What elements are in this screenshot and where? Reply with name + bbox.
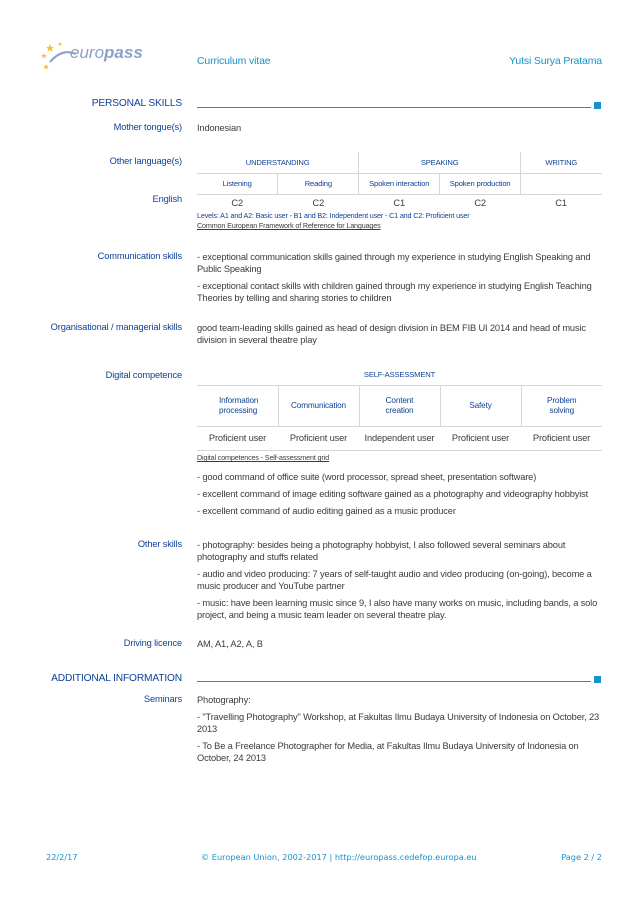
- reading-header: Reading: [278, 173, 359, 194]
- level-reading: C2: [278, 194, 359, 211]
- logo-text-euro: euro: [70, 43, 105, 62]
- writing-header: WRITING: [521, 152, 602, 173]
- personal-skills-marker: [594, 102, 601, 109]
- organisational-skills-text: good team-leading skills gained as head of design division in BEM FIB UI 2014 and head of music division in several theatre play: [197, 323, 586, 345]
- digital-item: - good command of office suite (word processor, spread sheet, presentation software): [197, 472, 537, 482]
- seminars-text: [197, 694, 602, 769]
- communication-skills-text: [197, 251, 602, 309]
- seminar-item: - "Travelling Photography" Workshop, at Fakultas Ilmu Budaya University of Indonesia on October, 23 2013: [197, 712, 600, 734]
- digital-competence-text: [197, 471, 602, 522]
- candidate-name: Yutsi Surya Pratama: [509, 55, 602, 67]
- other-skills-label: Other skills: [137, 539, 182, 549]
- level-writing: C1: [521, 194, 602, 211]
- other-skill-item: - music: have been learning music since 9, I also have many works on music, including bands, a solo project, and being a music team leader on several theatre play.: [197, 598, 598, 620]
- speaking-header: SPEAKING: [359, 152, 521, 173]
- other-languages-label: Other language(s): [109, 156, 182, 166]
- seminar-item: - To Be a Freelance Photographer for Media, at Fakultas Ilmu Budaya University of Indonesia on October, 24 2013: [197, 741, 579, 763]
- level-spoken-production: C2: [440, 194, 521, 211]
- communication-item: - exceptional contact skills with children gained through my experience in studying English Teaching Theories by telling and sharing stories to children: [197, 281, 592, 303]
- document-title: Curriculum vitae: [197, 55, 271, 67]
- driving-licence-value: AM, A1, A2, A, B: [197, 639, 263, 649]
- digital-category: Information processing: [197, 385, 278, 426]
- digital-category: Problem solving: [521, 385, 602, 426]
- mother-tongue-value: Indonesian: [197, 123, 241, 133]
- logo-text-pass: pass: [104, 43, 143, 62]
- communication-item: - exceptional communication skills gained through my experience in studying English Speaking and Public Speaking: [197, 252, 591, 274]
- digital-grid-note: [197, 453, 329, 463]
- digital-item: - excellent command of image editing software gained as a photography and videography hobbyist: [197, 489, 589, 499]
- language-name-english: English: [152, 194, 182, 204]
- mother-tongue-label: Mother tongue(s): [113, 122, 182, 132]
- digital-category: Content creation: [359, 385, 440, 426]
- europass-logo: [40, 40, 143, 74]
- other-skill-item: - photography: besides being a photography hobbyist, I also followed several seminars about photography and stuffs related: [197, 540, 566, 562]
- additional-info-divider: [197, 681, 591, 682]
- footer-copyright[interactable]: © European Union, 2002-2017 | http://europass.cedefop.europa.eu: [201, 852, 477, 862]
- level-spoken-interaction: C1: [359, 194, 440, 211]
- levels-note: [197, 211, 469, 231]
- communication-skills-label: Communication skills: [97, 251, 182, 261]
- personal-skills-divider: [197, 107, 591, 108]
- spoken-interaction-header: Spoken interaction: [359, 173, 440, 194]
- seminar-item: Photography:: [197, 695, 251, 705]
- seminars-label: Seminars: [143, 694, 182, 704]
- digital-value: Proficient user: [197, 426, 278, 450]
- personal-skills-heading: PERSONAL SKILLS: [91, 98, 182, 109]
- digital-competence-table: [197, 365, 602, 451]
- self-assessment-header: SELF-ASSESSMENT: [197, 365, 602, 385]
- digital-item: - excellent command of audio editing gained as a music producer: [197, 506, 456, 516]
- additional-info-heading: ADDITIONAL INFORMATION: [51, 673, 182, 684]
- organisational-skills-label: Organisational / managerial skills: [50, 322, 182, 332]
- digital-value: Proficient user: [278, 426, 359, 450]
- cefr-link[interactable]: Common European Framework of Reference for Languages: [197, 221, 381, 230]
- digital-competence-label: Digital competence: [105, 370, 182, 380]
- other-skill-item: - audio and video producing: 7 years of self-taught audio and video producing (on-going), become a music producer and YouTube partner: [197, 569, 592, 591]
- other-skills-text: [197, 539, 602, 626]
- digital-value: Proficient user: [440, 426, 521, 450]
- digital-category: Communication: [278, 385, 359, 426]
- digital-value: Independent user: [359, 426, 440, 450]
- digital-category: Safety: [440, 385, 521, 426]
- understanding-header: UNDERSTANDING: [197, 152, 359, 173]
- digital-value: Proficient user: [521, 426, 602, 450]
- driving-licence-label: Driving licence: [123, 638, 182, 648]
- additional-info-marker: [594, 676, 601, 683]
- footer-page-number: Page 2 / 2: [561, 852, 602, 862]
- footer-date: 22/2/17: [46, 852, 78, 862]
- language-table: [197, 152, 602, 211]
- levels-legend: Levels: A1 and A2: Basic user - B1 and B2: Independent user - C1 and C2: Proficient user: [197, 211, 470, 220]
- spoken-production-header: Spoken production: [440, 173, 521, 194]
- digital-grid-link[interactable]: Digital competences - Self-assessment grid: [197, 453, 329, 462]
- level-listening: C2: [197, 194, 278, 211]
- listening-header: Listening: [197, 173, 278, 194]
- writing-subheader-empty: [521, 173, 602, 194]
